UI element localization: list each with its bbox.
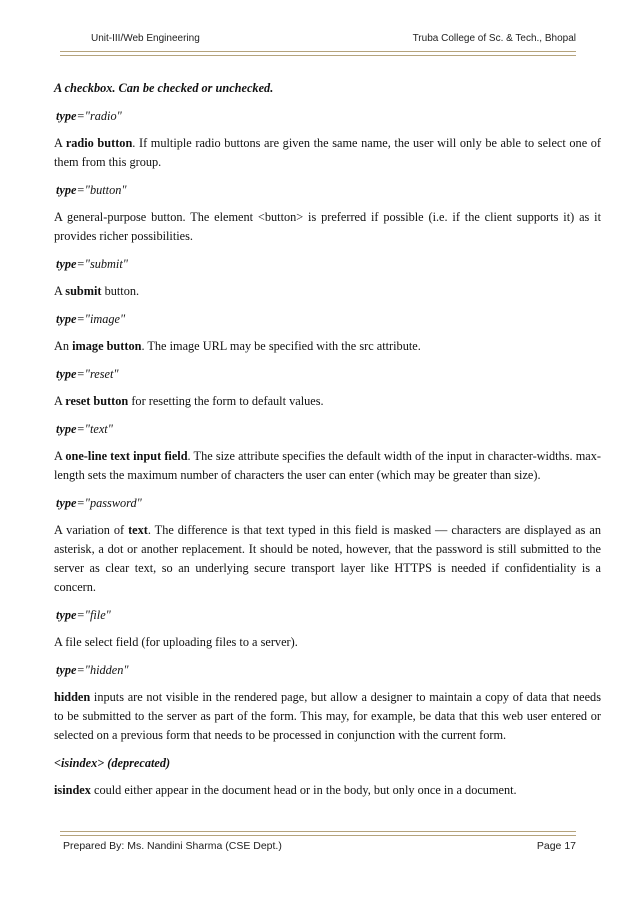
header-rule — [60, 51, 576, 56]
file-description: A file select field (for uploading files to a server). — [54, 635, 298, 649]
image-desc-a: An — [54, 339, 73, 353]
footer-left-text: Prepared By: Ms. Nandini Sharma (CSE Dept.) — [63, 840, 282, 852]
type-keyword: type — [56, 662, 77, 677]
type-hidden-heading — [54, 661, 601, 680]
type-keyword: type — [56, 256, 77, 271]
image-description — [54, 337, 601, 356]
radio-description — [54, 134, 601, 172]
type-submit-heading — [54, 255, 601, 274]
radio-desc-c: . If multiple radio buttons are given the same name, the user will only be able to select one of them from this group. — [54, 136, 601, 169]
password-desc-c: . The difference is that text typed in this field is masked — characters are displayed as an asterisk, a dot or another replacement. It should be noted, however, that the password is still submitted to the server as clear text, so an underlying secure transport layer like HTTPS is needed if confidentiality is a concern. — [54, 523, 601, 594]
password-desc-bold: text — [128, 523, 148, 537]
text-description — [54, 447, 601, 485]
type-password-heading — [54, 494, 601, 513]
footer-rule — [60, 831, 576, 836]
hidden-desc-bold: hidden — [54, 690, 91, 704]
submit-description — [54, 282, 601, 301]
type-keyword: type — [56, 108, 77, 123]
type-reset-heading — [54, 365, 601, 384]
type-text-heading — [54, 420, 601, 439]
isindex-description — [54, 781, 601, 800]
type-keyword: type — [56, 366, 77, 381]
type-value: ="image" — [76, 311, 126, 326]
isindex-heading: <isindex> (deprecated) — [54, 755, 171, 770]
image-desc-bold: image button — [72, 339, 142, 353]
type-file-heading — [54, 606, 601, 625]
submit-desc-bold: submit — [65, 284, 102, 298]
type-value: ="button" — [76, 182, 127, 197]
type-radio-heading — [54, 107, 601, 126]
document-body — [54, 79, 601, 809]
type-keyword: type — [56, 495, 77, 510]
type-value: ="radio" — [76, 108, 122, 123]
type-value: ="hidden" — [76, 662, 129, 677]
type-keyword: type — [56, 607, 77, 622]
hidden-desc-c: inputs are not visible in the rendered page, but allow a designer to maintain a copy of data that needs to be submitted to the server as part of the form. This may, for example, be data that this web user entered or selected on a previous form that needs to be processed in conjunction with the current form. — [54, 690, 601, 742]
password-desc-a: A variation of — [54, 523, 129, 537]
type-button-heading — [54, 181, 601, 200]
submit-desc-a: A — [54, 284, 66, 298]
header-left-text: Unit-III/Web Engineering — [91, 33, 200, 44]
radio-desc-a: A — [54, 136, 66, 150]
button-description: A general-purpose button. The element <button> is preferred if possible (i.e. if the client supports it) as it provides richer possibilities. — [54, 210, 601, 243]
text-desc-a: A — [54, 449, 66, 463]
type-value: ="submit" — [76, 256, 128, 271]
reset-desc-c: for resetting the form to default values. — [128, 394, 324, 408]
page-number: Page 17 — [536, 840, 576, 852]
image-desc-c: . The image URL may be specified with the src attribute. — [141, 339, 421, 353]
type-keyword: type — [56, 182, 77, 197]
reset-desc-bold: reset button — [65, 394, 129, 408]
isindex-desc-bold: isindex — [54, 783, 91, 797]
text-desc-c: . The size attribute specifies the default width of the input in character-widths. max-length sets the maximum number of characters the user can enter (which may be greater than size). — [54, 449, 601, 482]
type-image-heading — [54, 310, 601, 329]
type-keyword: type — [56, 421, 77, 436]
type-value: ="text" — [76, 421, 113, 436]
hidden-description — [54, 688, 601, 745]
checkbox-description: A checkbox. Can be checked or unchecked. — [54, 81, 274, 95]
type-keyword: type — [56, 311, 77, 326]
header-right-text: Truba College of Sc. & Tech., Bhopal — [412, 33, 576, 44]
radio-desc-bold: radio button — [65, 136, 133, 150]
reset-description — [54, 392, 601, 411]
password-description — [54, 521, 601, 597]
reset-desc-a: A — [54, 394, 66, 408]
text-desc-bold: one-line text input field — [65, 449, 188, 463]
isindex-desc-c: could either appear in the document head or in the body, but only once in a document. — [90, 783, 517, 797]
type-value: ="reset" — [76, 366, 119, 381]
type-value: ="password" — [76, 495, 142, 510]
type-value: ="file" — [76, 607, 111, 622]
submit-desc-c: button. — [101, 284, 140, 298]
